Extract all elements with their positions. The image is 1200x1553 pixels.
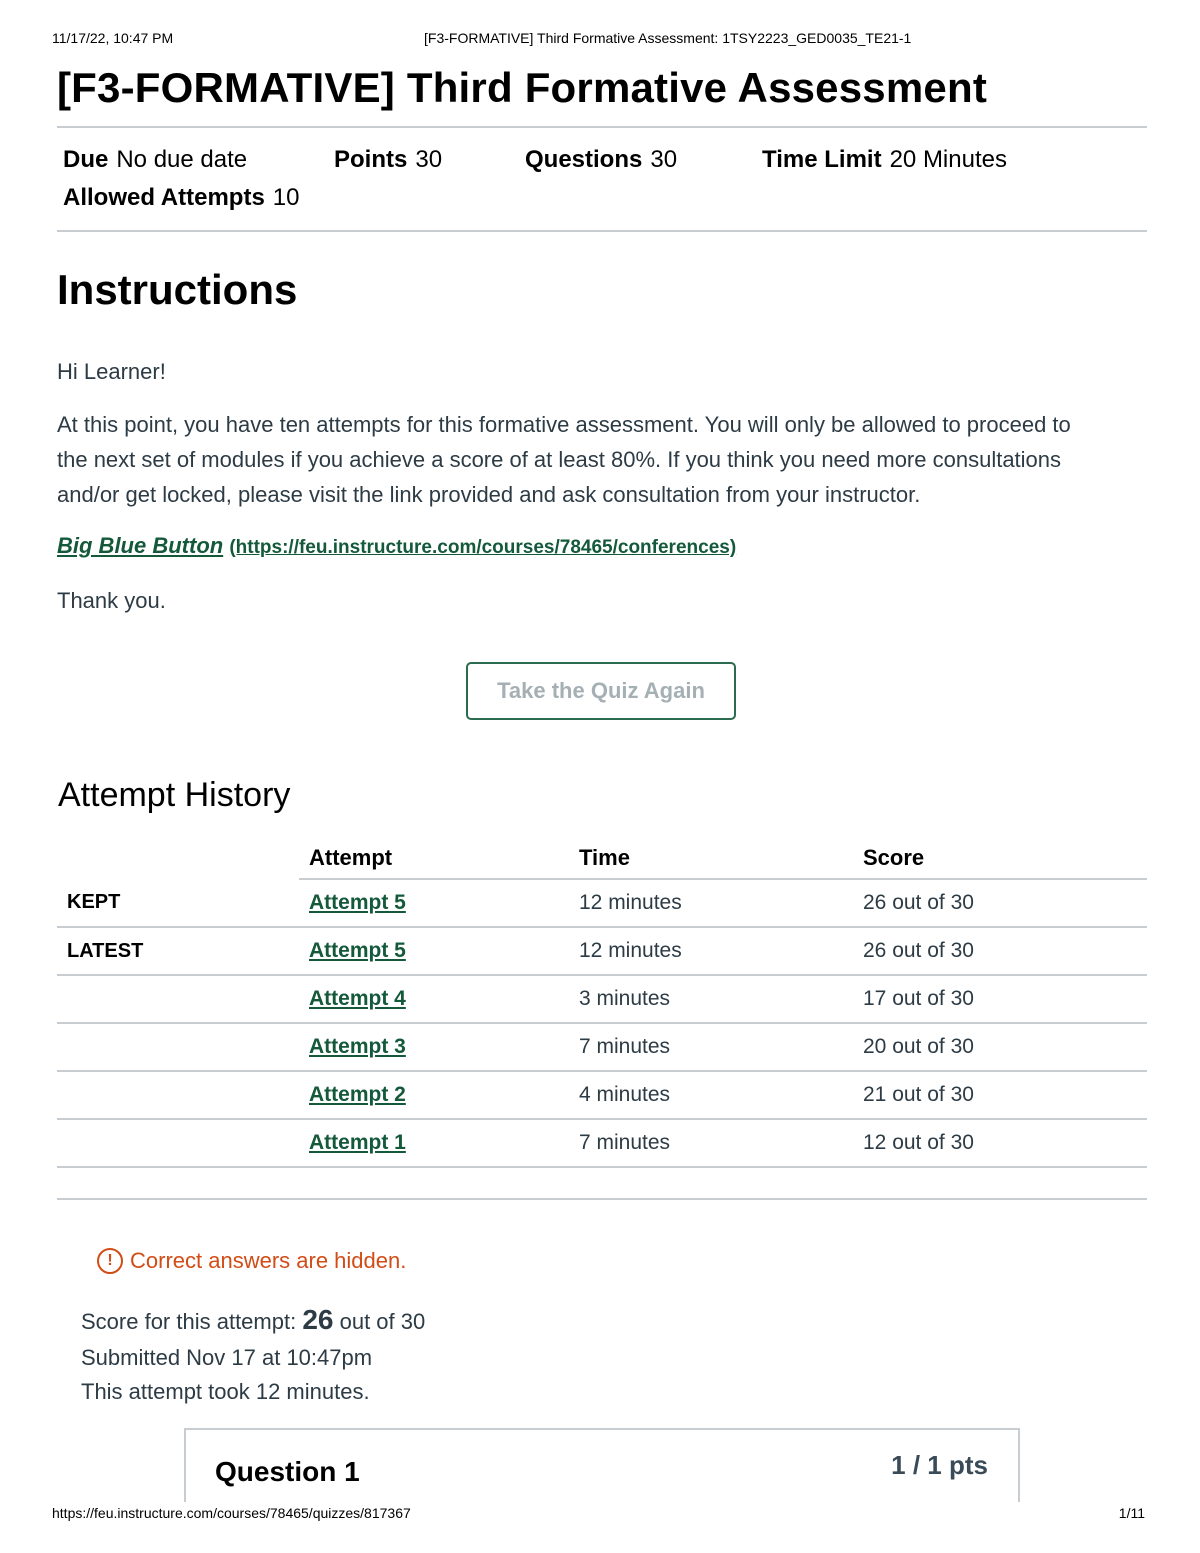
table-row — [57, 1071, 1147, 1119]
column-header-status — [57, 838, 299, 879]
attempt-time: 3 minutes — [569, 975, 853, 1023]
column-header-time: Time — [569, 838, 853, 879]
detail-points-value: 30 — [415, 146, 443, 173]
instructions-heading: Instructions — [57, 266, 298, 313]
detail-questions-value: 30 — [650, 146, 678, 173]
attempt-link[interactable]: Attempt 5 — [309, 939, 406, 962]
detail-due — [63, 146, 247, 174]
instructions-paragraph-line: and/or get locked, please visit the link provided and ask consultation from your instructor. — [57, 482, 921, 507]
table-row — [57, 927, 1147, 975]
detail-points-label: Points — [334, 146, 408, 173]
attempt-time: 4 minutes — [569, 1071, 853, 1119]
detail-due-label: Due — [63, 146, 109, 173]
attempt-history-heading: Attempt History — [58, 776, 291, 814]
attempt-link[interactable]: Attempt 5 — [309, 891, 406, 914]
attempt-cell — [299, 927, 569, 975]
instructions-paragraph-line: the next set of modules if you achieve a score of at least 80%. If you think you need more consultations — [57, 447, 1062, 472]
quiz-details — [57, 128, 1147, 230]
divider — [57, 230, 1147, 232]
attempt-status — [57, 1119, 299, 1167]
print-url: https://feu.instructure.com/courses/78465/quizzes/817367 — [52, 1505, 411, 1521]
quiz-content — [57, 62, 1147, 1487]
detail-due-value: No due date — [116, 146, 248, 173]
attempt-cell — [299, 975, 569, 1023]
page-number: 1/11 — [1118, 1505, 1145, 1521]
quiz-title: [F3-FORMATIVE] Third Formative Assessment — [57, 64, 988, 111]
correct-answers-hidden-notice — [97, 1248, 406, 1274]
attempt-score: 26 out of 30 — [853, 879, 1147, 927]
question-title: Question 1 — [215, 1456, 360, 1487]
attempt-link[interactable]: Attempt 3 — [309, 1035, 406, 1058]
attempt-status — [57, 1023, 299, 1071]
detail-time-limit-label: Time Limit — [762, 146, 882, 173]
attempt-link[interactable]: Attempt 2 — [309, 1083, 406, 1106]
score-line — [81, 1302, 425, 1340]
table-row — [57, 1119, 1147, 1167]
attempt-cell — [299, 879, 569, 927]
attempt-cell — [299, 1023, 569, 1071]
attempt-status — [57, 975, 299, 1023]
detail-allowed-attempts-value: 10 — [272, 184, 300, 211]
attempt-cell — [299, 1119, 569, 1167]
table-row — [57, 1023, 1147, 1071]
score-value: 26 — [302, 1304, 334, 1335]
score-prefix: Score for this attempt: — [81, 1309, 297, 1334]
detail-time-limit-value: 20 Minutes — [889, 146, 1007, 173]
instructions-paragraph-line: At this point, you have ten attempts for this formative assessment. You will only be allowed to proceed to — [57, 412, 1071, 437]
attempt-score: 17 out of 30 — [853, 975, 1147, 1023]
table-row — [57, 975, 1147, 1023]
print-document-title: [F3-FORMATIVE] Third Formative Assessment: 1TSY2223_GED0035_TE21-1 — [424, 30, 912, 46]
warning-circle-icon: ! — [97, 1248, 123, 1274]
instructions-closing: Thank you. — [57, 588, 166, 613]
detail-allowed-attempts — [63, 184, 300, 212]
instructions-paragraph — [57, 407, 1147, 512]
attempt-time: 7 minutes — [569, 1119, 853, 1167]
print-datetime: 11/17/22, 10:47 PM — [52, 30, 174, 46]
take-quiz-again-button[interactable]: Take the Quiz Again — [466, 662, 736, 720]
attempt-duration: This attempt took 12 minutes. — [81, 1379, 370, 1404]
submitted-time: Submitted Nov 17 at 10:47pm — [81, 1345, 373, 1370]
attempt-score: 20 out of 30 — [853, 1023, 1147, 1071]
conference-url-link[interactable]: (https://feu.instructure.com/courses/78465/conferences) — [229, 537, 737, 558]
table-spacer-cell — [57, 1167, 1147, 1199]
table-header-row — [57, 838, 1147, 879]
attempt-history-table — [57, 838, 1147, 1200]
detail-time-limit — [762, 146, 1007, 174]
instructions-greeting: Hi Learner! — [57, 359, 166, 384]
score-summary — [81, 1302, 425, 1410]
detail-points — [334, 146, 442, 174]
attempt-time: 12 minutes — [569, 879, 853, 927]
conference-link-row — [57, 528, 1147, 565]
notice-text: Correct answers are hidden. — [130, 1248, 407, 1273]
print-header — [52, 30, 1148, 50]
attempt-score: 12 out of 30 — [853, 1119, 1147, 1167]
attempt-score: 21 out of 30 — [853, 1071, 1147, 1119]
table-row — [57, 879, 1147, 927]
detail-allowed-attempts-label: Allowed Attempts — [63, 184, 265, 211]
column-header-score: Score — [853, 838, 1147, 879]
detail-questions-label: Questions — [525, 146, 643, 173]
attempt-status: KEPT — [57, 879, 299, 927]
column-header-attempt: Attempt — [299, 838, 569, 879]
table-spacer-row — [57, 1167, 1147, 1199]
attempt-time: 7 minutes — [569, 1023, 853, 1071]
attempt-cell — [299, 1071, 569, 1119]
attempt-status: LATEST — [57, 927, 299, 975]
attempt-link[interactable]: Attempt 1 — [309, 1131, 406, 1154]
attempt-time: 12 minutes — [569, 927, 853, 975]
question-card — [184, 1428, 1020, 1502]
print-footer — [52, 1505, 1145, 1525]
attempt-score: 26 out of 30 — [853, 927, 1147, 975]
detail-questions — [525, 146, 677, 174]
attempt-link[interactable]: Attempt 4 — [309, 987, 406, 1010]
score-suffix: out of 30 — [339, 1309, 426, 1334]
question-points: 1 / 1 pts — [891, 1450, 988, 1480]
attempt-status — [57, 1071, 299, 1119]
big-blue-button-link[interactable]: Big Blue Button — [57, 533, 224, 558]
